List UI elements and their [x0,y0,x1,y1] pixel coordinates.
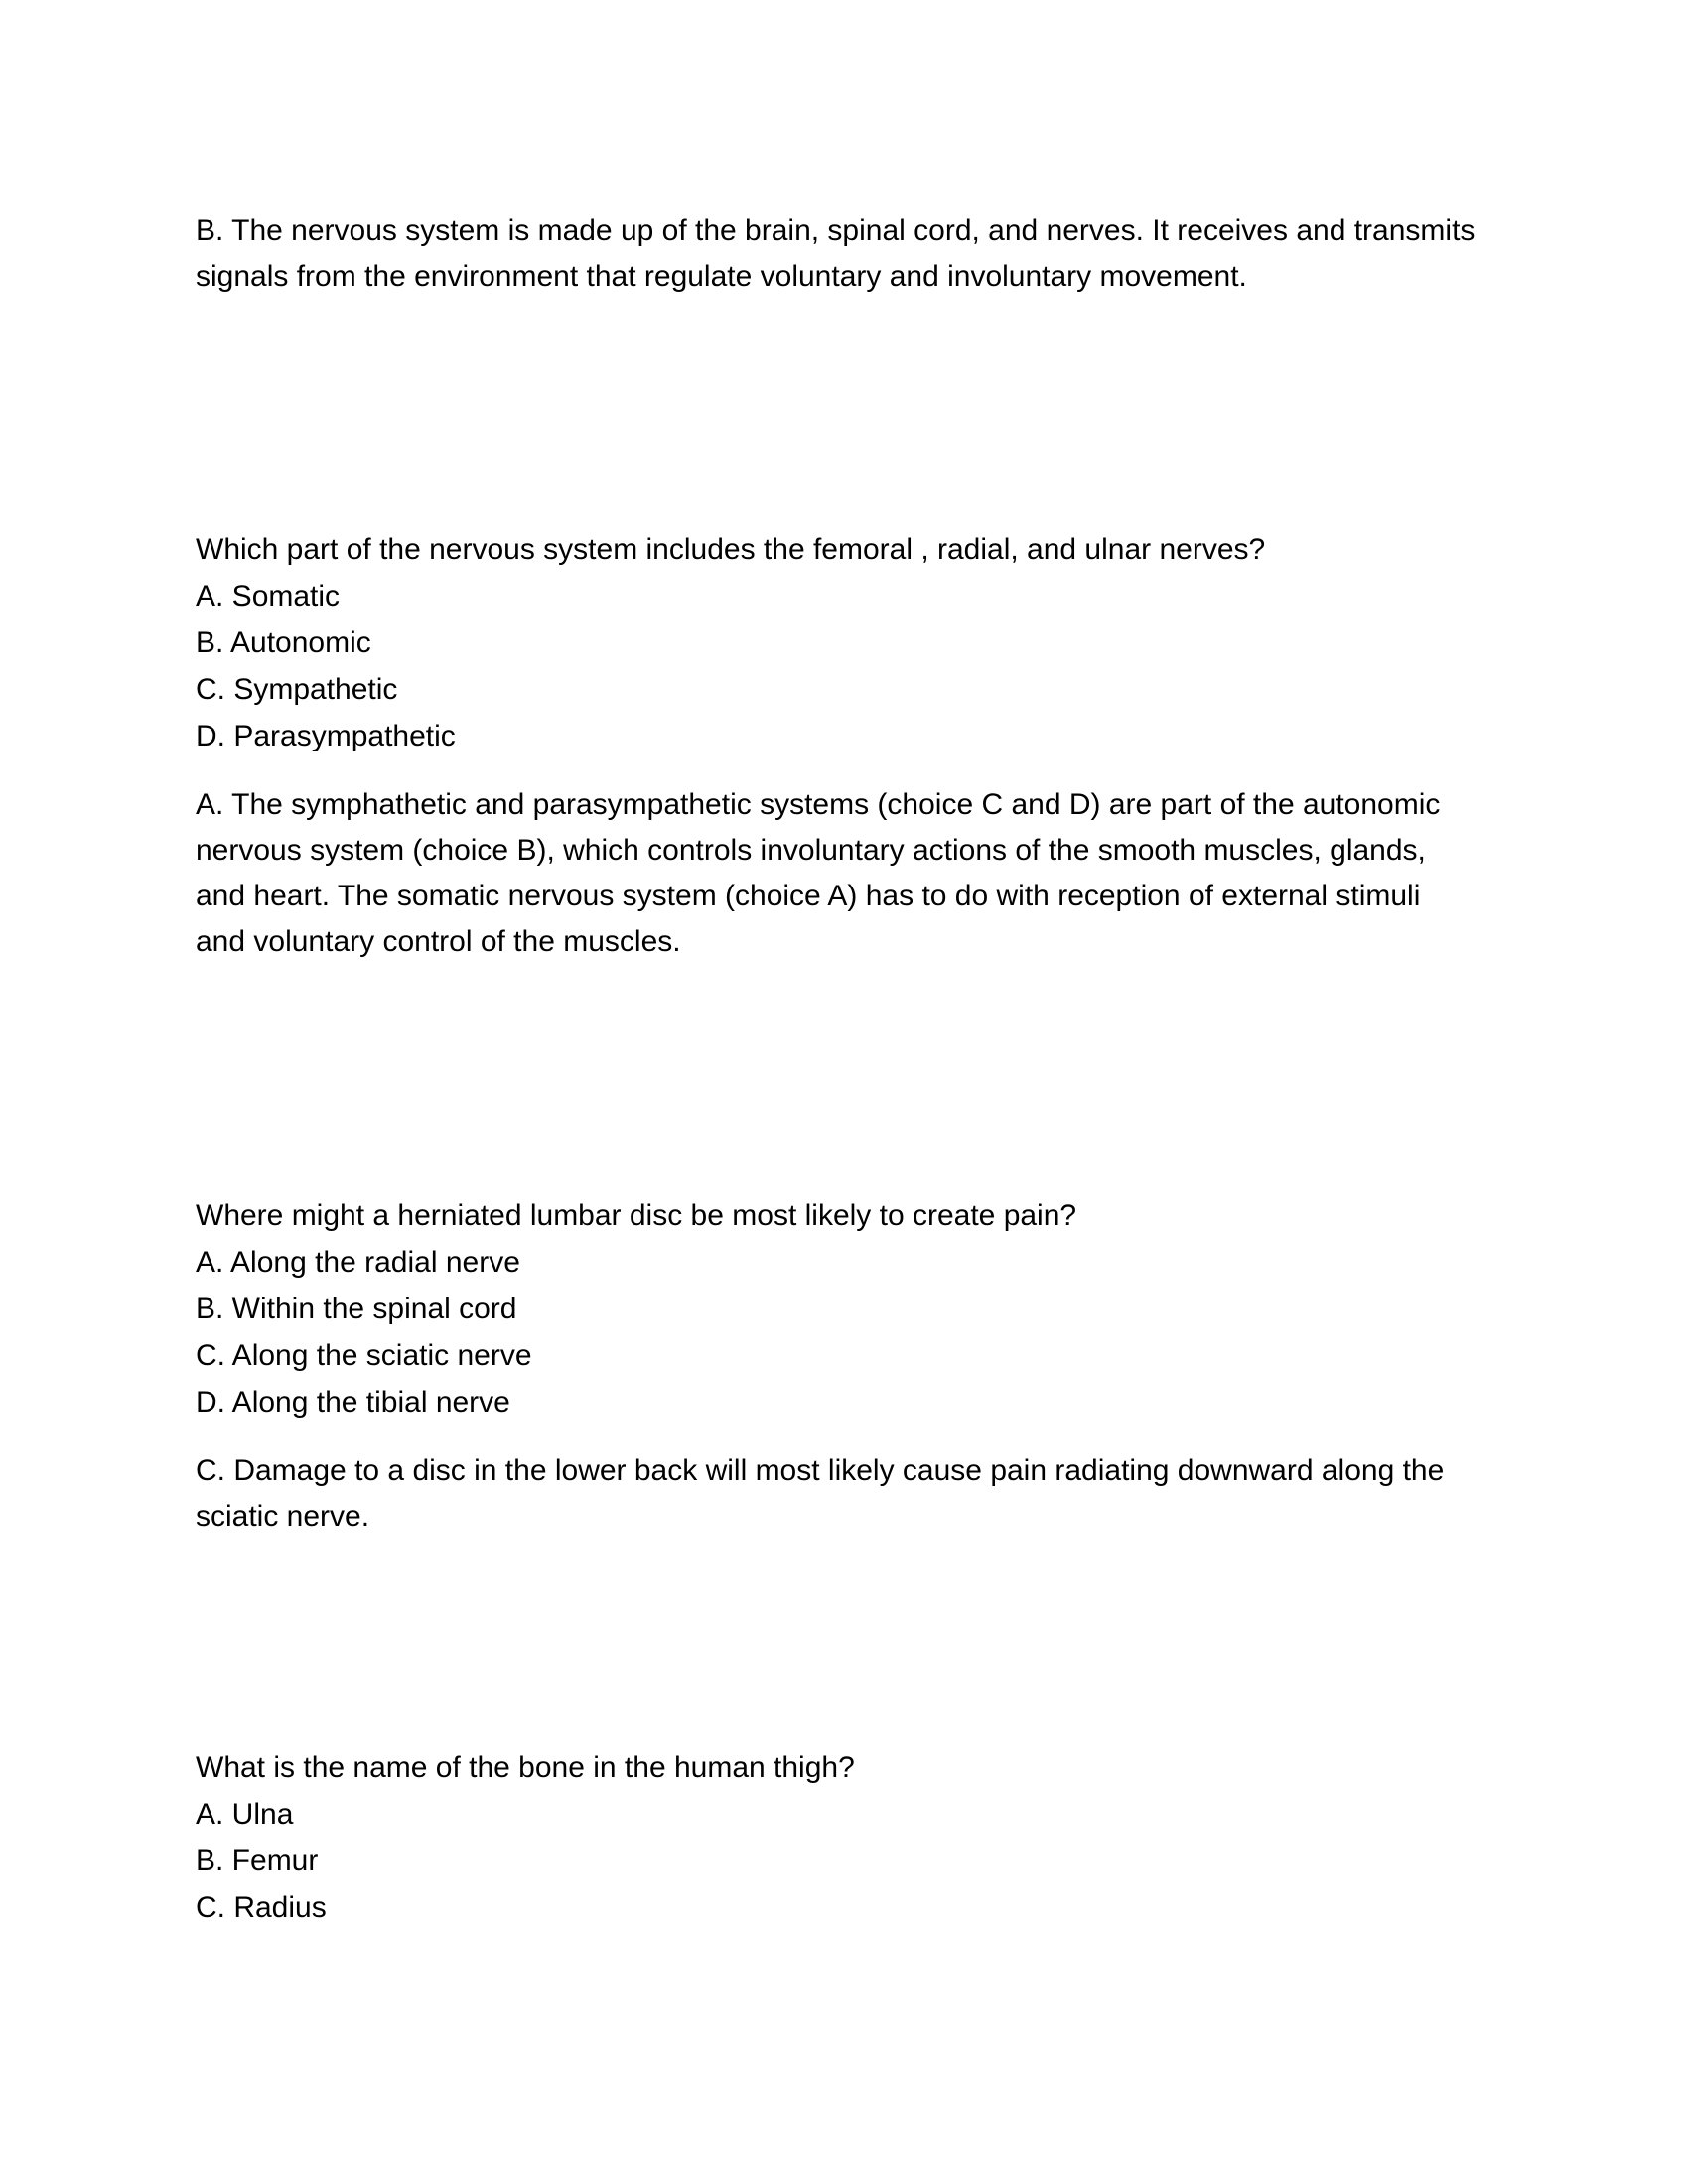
question-line: What is the name of the bone in the human thigh? [196,1751,855,1784]
option-c: C. Radius [196,1891,327,1924]
answer-line: B. The nervous system is made up of the brain, spinal cord, and nerves. It receives and transmits [196,214,1476,247]
option-a: A. Ulna [196,1798,294,1831]
option-a: A. Along the radial nerve [196,1246,520,1279]
option-b: B. Autonomic [196,626,371,659]
question-line: Which part of the nervous system includes the femoral , radial, and ulnar nerves? [196,533,1266,566]
answer-line: nervous system (choice B), which controls involuntary actions of the smooth muscles, glands, [196,834,1426,867]
option-c: C. Along the sciatic nerve [196,1339,532,1372]
answer-line: and voluntary control of the muscles. [196,925,681,958]
option-a: A. Somatic [196,580,341,613]
question-3-text [196,1745,1496,1791]
option-b: B. Femur [196,1844,319,1877]
answer-paragraph-nervous-system [196,208,1496,300]
question-2-options [196,1240,1496,1427]
question-1-answer [196,782,1496,965]
question-1-text [196,527,1496,573]
answer-line: C. Damage to a disc in the lower back will most likely cause pain radiating downward along the [196,1454,1445,1487]
answer-line: sciatic nerve. [196,1500,370,1533]
question-2-text [196,1193,1496,1239]
option-d: D. Parasympathetic [196,720,456,752]
answer-line: and heart. The somatic nervous system (choice A) has to do with reception of external stimuli [196,880,1421,912]
question-2-answer [196,1448,1496,1540]
option-b: B. Within the spinal cord [196,1293,517,1325]
option-d: D. Along the tibial nerve [196,1386,510,1419]
question-3-options [196,1792,1496,1932]
option-c: C. Sympathetic [196,673,398,706]
question-line: Where might a herniated lumbar disc be most likely to create pain? [196,1199,1077,1232]
answer-line: signals from the environment that regulate voluntary and involuntary movement. [196,260,1247,293]
answer-line: A. The symphathetic and parasympathetic systems (choice C and D) are part of the autonomic [196,788,1441,821]
question-1-options [196,574,1496,760]
